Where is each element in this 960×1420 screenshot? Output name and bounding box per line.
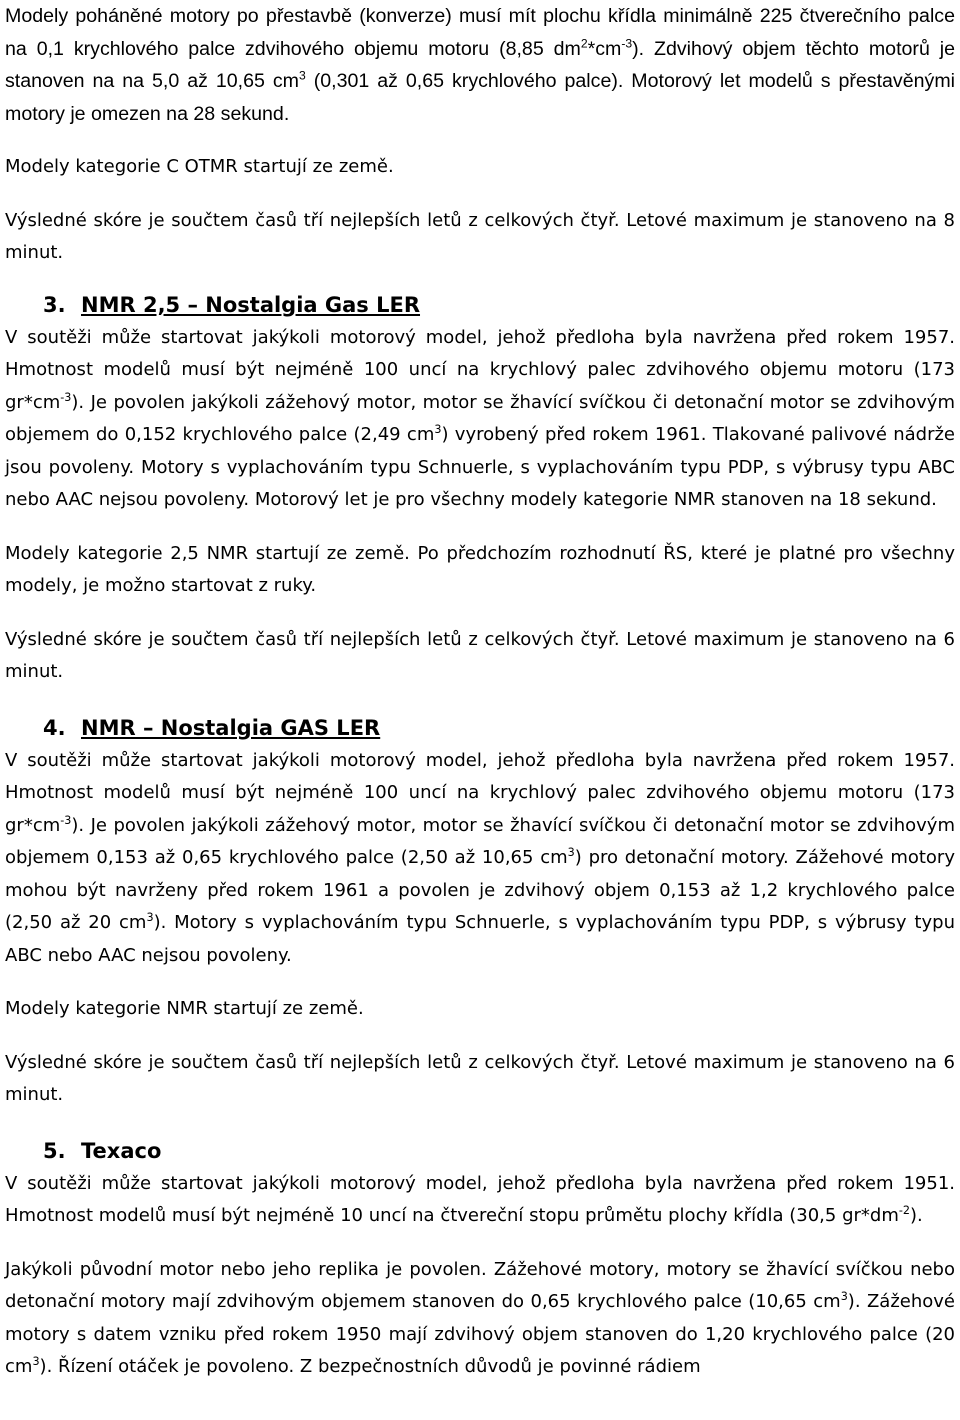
section-title: NMR 2,5 – Nostalgia Gas LER xyxy=(81,292,421,317)
section3-paragraph-rules xyxy=(5,322,955,517)
superscript: 3 xyxy=(434,423,442,436)
text-run: ). xyxy=(910,1205,923,1226)
text-run: ). Je povolen jakýkoli zážehový motor, motor se žhavící svíčkou či detonační motor se zdvihovým objemem do 0,152 krychlového palce (2,49 cm xyxy=(5,391,955,445)
intro-paragraph-score: Výsledné skóre je součtem časů tří nejlepších letů z celkových čtyř. Letové maximum je stanoveno na 8 minut. xyxy=(5,209,955,263)
superscript: 3 xyxy=(32,1355,40,1368)
superscript: 3 xyxy=(840,1290,848,1303)
text-run: Modely poháněné motory po přestavbě (konverze) musí mít plochu křídla minimálně 225 čtverečního palce na 0,1 krychlového palce zdvihového objemu motoru (8,85 dm xyxy=(5,5,955,60)
superscript: 2 xyxy=(580,35,588,50)
superscript: -2 xyxy=(898,1204,910,1217)
section-number: 3. xyxy=(43,292,66,317)
section-number: 5. xyxy=(43,1138,66,1163)
text-run: V soutěži může startovat jakýkoli motorový model, jehož předloha byla navržena před rokem 1957. Hmotnost modelů musí být nejméně 100 uncí na krychlový palec zdvihového objemu motoru (173 gr*cm xyxy=(5,749,955,836)
section3-paragraph-score: Výsledné skóre je součtem časů tří nejlepších letů z celkových čtyř. Letové maximum je stanoveno na 6 minut. xyxy=(5,628,955,682)
superscript: 3 xyxy=(298,68,306,83)
section-number: 4. xyxy=(43,715,66,740)
section-heading-4 xyxy=(5,711,955,745)
text-run: (0,301 až 0,65 krychlového palce). Motorový let modelů s přestavěnými motory je omezen na 28 sekund. xyxy=(5,70,955,125)
section-heading-5 xyxy=(5,1134,955,1168)
text-run: ). Řízení otáček je povoleno. Z bezpečnostních důvodů je povinné rádiem xyxy=(39,1356,701,1377)
section5-paragraph-engines xyxy=(5,1254,955,1384)
text-run: ). Je povolen jakýkoli zážehový motor, motor se žhavící svíčkou či detonační motor se zdvihovým objemem 0,153 až 0,65 krychlového palce (2,50 až 10,65 cm xyxy=(5,814,955,868)
text-run: ). Motory s vyplachováním typu Schnuerle, s vyplachováním typu PDP, s výbrusy typu ABC nebo AAC nejsou povoleny. xyxy=(5,912,955,966)
section-title: Texaco xyxy=(81,1138,162,1163)
text-run: V soutěži může startovat jakýkoli motorový model, jehož předloha byla navržena před rokem 1951. Hmotnost modelů musí být nejméně 10 uncí na čtvereční stopu průmětu plochy křídla (30,5 gr*dm xyxy=(5,1172,955,1226)
text-run: ) pro detonační motory. Zážehové motory mohou být navrženy před rokem 1961 a povolen je zdvihový objem 0,153 až 1,2 krychlového palce (2,50 až 20 cm xyxy=(5,847,955,933)
document-page xyxy=(5,0,955,1384)
superscript: 3 xyxy=(567,846,575,859)
text-run: ) vyrobený před rokem 1961. Tlakované palivové nádrže jsou povoleny. Motory s vyplachováním typu Schnuerle, s vyplachováním typu PDP, s výbrusy typu ABC nebo AAC nejsou povoleny. Motorový let je pro všechny modely kategorie NMR stanoven na 18 sekund. xyxy=(5,424,955,510)
text-run: ). Zážehové motory s datem vzniku před rokem 1950 mají zdvihový objem stanoven do 1,20 krychlového palce (20 cm xyxy=(5,1291,956,1377)
superscript: 3 xyxy=(146,911,154,924)
section4-paragraph-start: Modely kategorie NMR startují ze země. xyxy=(5,998,364,1019)
text-run: V soutěži může startovat jakýkoli motorový model, jehož předloha byla navržena před rokem 1957. Hmotnost modelů musí být nejméně 100 uncí na krychlový palec zdvihového objemu motoru (173 gr*cm xyxy=(5,326,955,413)
text-run: ). Zdvihový objem těchto motorů je stanoven na na 5,0 až 10,65 cm xyxy=(5,37,955,92)
section5-paragraph-rules xyxy=(5,1168,955,1233)
text-run: Jakýkoli původní motor nebo jeho replika je povolen. Zážehové motory, motory se žhavící svíčkou nebo detonační motory mají zdvihovým objemem stanoven do 0,65 krychlového palce (10,65 cm xyxy=(5,1258,955,1312)
intro-paragraph-start: Modely kategorie C OTMR startují ze země. xyxy=(5,156,394,177)
superscript: -3 xyxy=(621,35,633,50)
superscript: -3 xyxy=(60,390,72,404)
intro-paragraph-conversion xyxy=(5,0,955,130)
superscript: -3 xyxy=(60,813,72,827)
section-heading-3 xyxy=(5,288,955,322)
section4-paragraph-rules xyxy=(5,745,955,973)
section3-paragraph-start: Modely kategorie 2,5 NMR startují ze země. Po předchozím rozhodnutí ŘS, které je platné pro všechny modely, je možno startovat z ruky. xyxy=(5,542,955,596)
text-run: *cm xyxy=(587,37,622,60)
section4-paragraph-score: Výsledné skóre je součtem časů tří nejlepších letů z celkových čtyř. Letové maximum je stanoveno na 6 minut. xyxy=(5,1051,955,1105)
section-title: NMR – Nostalgia GAS LER xyxy=(81,715,381,740)
